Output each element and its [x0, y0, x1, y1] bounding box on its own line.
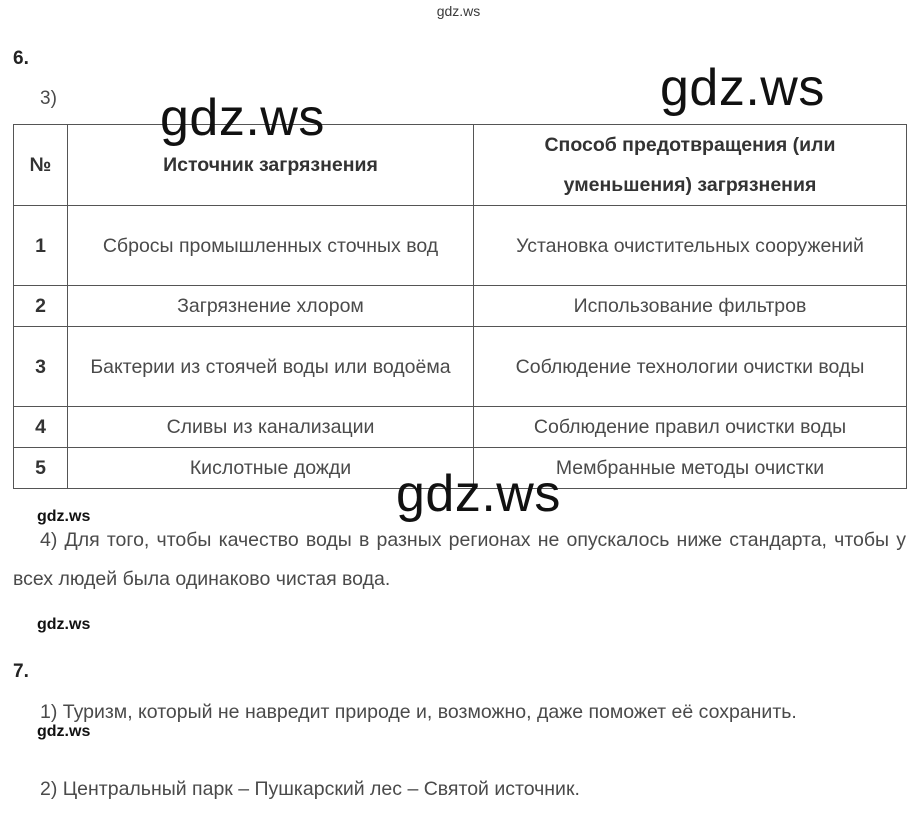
row-method: Соблюдение технологии очистки воды	[474, 327, 907, 407]
row-method: Мембранные методы очистки	[474, 448, 907, 489]
row-method: Установка очистительных сооружений	[474, 206, 907, 286]
task-7-sub1-text: 1) Туризм, который не навредит природе и, возможно, даже поможет её сохранить.	[40, 701, 797, 723]
table-row	[14, 286, 907, 327]
row-source: Сливы из канализации	[68, 407, 474, 448]
row-method: Соблюдение правил очистки воды	[474, 407, 907, 448]
header-method: Способ предотвращения (или уменьшения) загрязнения	[474, 125, 907, 206]
watermark-top: gdz.ws	[436, 3, 481, 19]
watermark-large: gdz.ws	[660, 59, 825, 117]
row-source: Загрязнение хлором	[68, 286, 474, 327]
task-7-number: 7.	[13, 661, 29, 682]
row-number: 1	[14, 206, 68, 286]
row-source: Сбросы промышленных сточных вод	[68, 206, 474, 286]
row-number: 3	[14, 327, 68, 407]
watermark-large: gdz.ws	[396, 465, 561, 523]
watermark-small: gdz.ws	[37, 508, 91, 525]
header-number: №	[14, 125, 68, 206]
table-row	[14, 407, 907, 448]
table-row	[14, 327, 907, 407]
row-source: Бактерии из стоячей воды или водоёма	[68, 327, 474, 407]
row-number: 2	[14, 286, 68, 327]
row-number: 5	[14, 448, 68, 489]
table-header-row	[14, 125, 907, 206]
row-method: Использование фильтров	[474, 286, 907, 327]
row-number: 4	[14, 407, 68, 448]
watermark-small: gdz.ws	[37, 616, 91, 633]
task-7-sub2-text: 2) Центральный парк – Пушкарский лес – Святой источник.	[40, 778, 580, 800]
task-6-number: 6.	[13, 48, 29, 69]
pollution-table	[13, 124, 907, 489]
watermark-large: gdz.ws	[160, 89, 325, 147]
header-source: Источник загрязнения	[68, 125, 474, 206]
watermark-small: gdz.ws	[37, 723, 91, 740]
task-6-sub4-text: 4) Для того, чтобы качество воды в разных регионах не опускалось ниже стандарта, чтобы у всех людей была одинаково чистая вода.	[13, 529, 906, 590]
row-source: Кислотные дожди	[68, 448, 474, 489]
table-row	[14, 206, 907, 286]
task-6-sub3-label: 3)	[40, 88, 57, 109]
